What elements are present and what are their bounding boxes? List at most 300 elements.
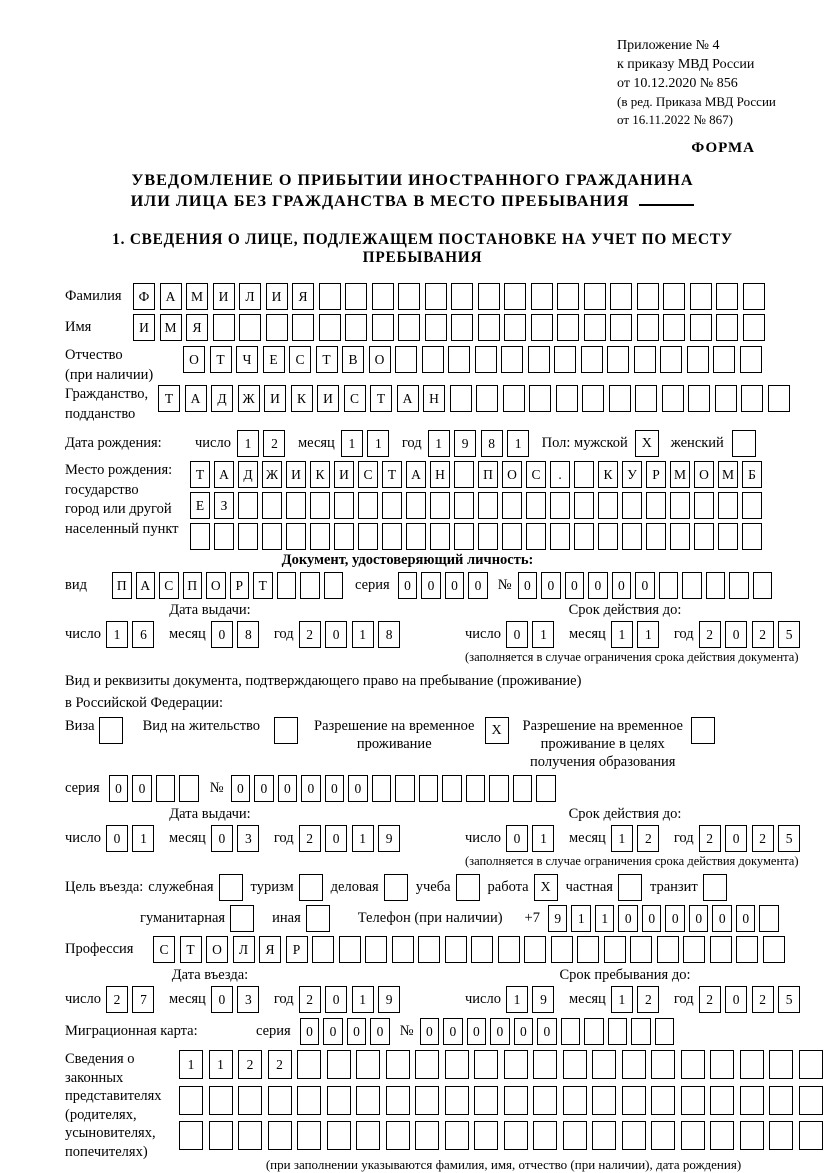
char-box[interactable]: О [206, 936, 228, 963]
char-box[interactable]: 2 [299, 825, 321, 852]
char-box[interactable] [550, 492, 570, 519]
char-box[interactable] [327, 1050, 351, 1079]
char-box[interactable] [478, 283, 500, 310]
char-box[interactable] [471, 936, 493, 963]
char-box[interactable] [713, 346, 735, 373]
char-box[interactable] [631, 1018, 651, 1045]
char-box[interactable] [687, 346, 709, 373]
char-box[interactable] [574, 492, 594, 519]
char-box[interactable]: С [344, 385, 366, 412]
char-box[interactable] [740, 1050, 764, 1079]
char-box[interactable]: 0 [565, 572, 585, 599]
char-box[interactable] [356, 1086, 380, 1115]
char-box[interactable] [635, 385, 657, 412]
char-box[interactable] [694, 492, 714, 519]
char-box[interactable] [557, 283, 579, 310]
char-box[interactable]: 9 [378, 825, 400, 852]
char-box[interactable] [563, 1121, 587, 1150]
char-box[interactable]: 2 [699, 621, 721, 648]
char-box[interactable] [179, 1086, 203, 1115]
char-box[interactable]: 5 [778, 621, 800, 648]
char-box[interactable] [213, 314, 235, 341]
char-box[interactable] [637, 314, 659, 341]
char-box[interactable]: 9 [532, 986, 554, 1013]
char-box[interactable] [533, 1050, 557, 1079]
char-box[interactable]: Ч [236, 346, 258, 373]
char-box[interactable]: 2 [637, 986, 659, 1013]
char-box[interactable]: 1 [506, 986, 528, 1013]
char-box[interactable] [395, 775, 415, 802]
char-box[interactable] [716, 283, 738, 310]
char-box[interactable] [681, 1086, 705, 1115]
char-box[interactable] [478, 314, 500, 341]
char-box[interactable] [753, 572, 773, 599]
char-box[interactable] [445, 936, 467, 963]
char-box[interactable]: Б [742, 461, 762, 488]
char-box[interactable]: С [159, 572, 179, 599]
char-box[interactable] [651, 1086, 675, 1115]
char-box[interactable] [608, 1018, 628, 1045]
char-box[interactable]: 1 [367, 430, 389, 457]
char-box[interactable] [406, 523, 426, 550]
char-box[interactable] [266, 314, 288, 341]
char-box[interactable] [742, 492, 762, 519]
char-box[interactable]: 0 [420, 1018, 440, 1045]
char-box[interactable] [310, 492, 330, 519]
char-box[interactable]: Я [259, 936, 281, 963]
char-box[interactable] [209, 1086, 233, 1115]
char-box[interactable]: А [136, 572, 156, 599]
char-box[interactable] [710, 1121, 734, 1150]
char-box[interactable]: А [406, 461, 426, 488]
char-box[interactable] [474, 1050, 498, 1079]
char-box[interactable] [504, 1121, 528, 1150]
char-box[interactable] [268, 1121, 292, 1150]
char-box[interactable]: 1 [611, 621, 633, 648]
char-box[interactable]: 2 [263, 430, 285, 457]
char-box[interactable] [663, 283, 685, 310]
purpose-checkbox-commercial[interactable] [384, 874, 408, 901]
char-box[interactable]: 3 [237, 825, 259, 852]
char-box[interactable] [513, 775, 533, 802]
char-box[interactable] [415, 1050, 439, 1079]
char-box[interactable] [768, 385, 790, 412]
char-box[interactable]: 0 [725, 621, 747, 648]
char-box[interactable]: 9 [548, 905, 568, 932]
char-box[interactable]: 1 [611, 825, 633, 852]
char-box[interactable] [610, 314, 632, 341]
temp-permit-checkbox[interactable]: X [485, 717, 509, 744]
char-box[interactable]: О [502, 461, 522, 488]
char-box[interactable]: 1 [352, 825, 374, 852]
char-box[interactable]: 2 [752, 621, 774, 648]
char-box[interactable]: М [718, 461, 738, 488]
char-box[interactable] [646, 492, 666, 519]
char-box[interactable] [334, 492, 354, 519]
char-box[interactable]: О [369, 346, 391, 373]
char-box[interactable]: Е [190, 492, 210, 519]
char-box[interactable]: С [358, 461, 378, 488]
char-box[interactable] [799, 1050, 823, 1079]
char-box[interactable] [327, 1086, 351, 1115]
char-box[interactable]: 8 [378, 621, 400, 648]
char-box[interactable] [395, 346, 417, 373]
char-box[interactable] [372, 775, 392, 802]
char-box[interactable] [386, 1121, 410, 1150]
char-box[interactable]: 1 [637, 621, 659, 648]
char-box[interactable]: 1 [209, 1050, 233, 1079]
char-box[interactable] [655, 1018, 675, 1045]
char-box[interactable]: П [478, 461, 498, 488]
char-box[interactable]: 1 [132, 825, 154, 852]
char-box[interactable]: Т [316, 346, 338, 373]
char-box[interactable]: И [317, 385, 339, 412]
char-box[interactable]: 0 [347, 1018, 367, 1045]
char-box[interactable] [475, 346, 497, 373]
char-box[interactable]: 0 [443, 1018, 463, 1045]
char-box[interactable]: 2 [699, 986, 721, 1013]
char-box[interactable]: 2 [752, 825, 774, 852]
char-box[interactable]: Ж [262, 461, 282, 488]
char-box[interactable] [474, 1121, 498, 1150]
char-box[interactable] [690, 314, 712, 341]
char-box[interactable] [372, 314, 394, 341]
char-box[interactable] [740, 1121, 764, 1150]
char-box[interactable] [478, 492, 498, 519]
char-box[interactable]: 0 [211, 621, 233, 648]
char-box[interactable]: Д [238, 461, 258, 488]
char-box[interactable] [662, 385, 684, 412]
gender-male-checkbox[interactable]: X [635, 430, 659, 457]
char-box[interactable]: К [291, 385, 313, 412]
char-box[interactable]: 0 [325, 986, 347, 1013]
char-box[interactable] [584, 283, 606, 310]
char-box[interactable] [592, 1086, 616, 1115]
char-box[interactable]: 0 [725, 986, 747, 1013]
char-box[interactable]: 7 [132, 986, 154, 1013]
char-box[interactable]: О [206, 572, 226, 599]
char-box[interactable]: У [622, 461, 642, 488]
char-box[interactable] [345, 283, 367, 310]
char-box[interactable]: Т [370, 385, 392, 412]
purpose-checkbox-tourism[interactable] [299, 874, 323, 901]
char-box[interactable] [528, 346, 550, 373]
char-box[interactable] [209, 1121, 233, 1150]
purpose-checkbox-private[interactable] [618, 874, 642, 901]
char-box[interactable]: Л [233, 936, 255, 963]
char-box[interactable]: 2 [238, 1050, 262, 1079]
char-box[interactable] [799, 1121, 823, 1150]
char-box[interactable] [445, 1121, 469, 1150]
char-box[interactable]: 0 [254, 775, 274, 802]
char-box[interactable]: 8 [481, 430, 503, 457]
char-box[interactable] [372, 283, 394, 310]
char-box[interactable]: 0 [325, 775, 345, 802]
char-box[interactable] [445, 1050, 469, 1079]
char-box[interactable] [358, 492, 378, 519]
char-box[interactable]: Т [382, 461, 402, 488]
char-box[interactable] [563, 1050, 587, 1079]
char-box[interactable] [694, 523, 714, 550]
char-box[interactable]: 0 [301, 775, 321, 802]
char-box[interactable] [670, 523, 690, 550]
char-box[interactable] [604, 936, 626, 963]
char-box[interactable]: И [264, 385, 286, 412]
char-box[interactable]: 0 [211, 986, 233, 1013]
char-box[interactable] [582, 385, 604, 412]
char-box[interactable] [382, 492, 402, 519]
char-box[interactable]: 0 [588, 572, 608, 599]
char-box[interactable] [319, 283, 341, 310]
char-box[interactable] [504, 283, 526, 310]
char-box[interactable]: 0 [712, 905, 732, 932]
char-box[interactable] [660, 346, 682, 373]
residence-permit-checkbox[interactable] [274, 717, 298, 744]
char-box[interactable] [718, 523, 738, 550]
char-box[interactable]: М [160, 314, 182, 341]
char-box[interactable]: Ж [238, 385, 260, 412]
char-box[interactable] [345, 314, 367, 341]
char-box[interactable]: 0 [642, 905, 662, 932]
char-box[interactable]: 1 [106, 621, 128, 648]
char-box[interactable] [533, 1086, 557, 1115]
char-box[interactable] [622, 1050, 646, 1079]
char-box[interactable] [238, 523, 258, 550]
char-box[interactable] [386, 1086, 410, 1115]
char-box[interactable] [598, 492, 618, 519]
char-box[interactable] [268, 1086, 292, 1115]
char-box[interactable] [581, 346, 603, 373]
char-box[interactable] [489, 775, 509, 802]
char-box[interactable] [179, 1121, 203, 1150]
char-box[interactable] [743, 314, 765, 341]
char-box[interactable]: 0 [348, 775, 368, 802]
char-box[interactable] [262, 492, 282, 519]
char-box[interactable] [451, 314, 473, 341]
char-box[interactable] [339, 936, 361, 963]
char-box[interactable] [422, 346, 444, 373]
char-box[interactable]: 0 [231, 775, 251, 802]
char-box[interactable]: 0 [506, 825, 528, 852]
char-box[interactable]: 1 [611, 986, 633, 1013]
char-box[interactable] [425, 314, 447, 341]
char-box[interactable] [277, 572, 297, 599]
char-box[interactable]: 0 [398, 572, 418, 599]
edu-permit-checkbox[interactable] [691, 717, 715, 744]
char-box[interactable] [356, 1050, 380, 1079]
char-box[interactable] [466, 775, 486, 802]
char-box[interactable]: Д [211, 385, 233, 412]
char-box[interactable]: 1 [341, 430, 363, 457]
char-box[interactable] [419, 775, 439, 802]
char-box[interactable]: И [334, 461, 354, 488]
char-box[interactable] [741, 385, 763, 412]
char-box[interactable]: Т [210, 346, 232, 373]
char-box[interactable]: В [342, 346, 364, 373]
char-box[interactable] [563, 1086, 587, 1115]
char-box[interactable] [592, 1050, 616, 1079]
char-box[interactable]: 0 [278, 775, 298, 802]
char-box[interactable] [622, 1121, 646, 1150]
char-box[interactable]: 0 [445, 572, 465, 599]
char-box[interactable] [556, 385, 578, 412]
char-box[interactable]: 1 [352, 986, 374, 1013]
char-box[interactable]: 2 [106, 986, 128, 1013]
char-box[interactable] [763, 936, 785, 963]
char-box[interactable]: 1 [179, 1050, 203, 1079]
char-box[interactable]: Т [190, 461, 210, 488]
char-box[interactable] [622, 492, 642, 519]
char-box[interactable] [584, 314, 606, 341]
char-box[interactable] [504, 314, 526, 341]
char-box[interactable] [297, 1050, 321, 1079]
char-box[interactable] [239, 314, 261, 341]
char-box[interactable] [297, 1121, 321, 1150]
char-box[interactable] [474, 1086, 498, 1115]
char-box[interactable] [715, 385, 737, 412]
purpose-checkbox-other[interactable] [306, 905, 330, 932]
char-box[interactable] [502, 523, 522, 550]
char-box[interactable]: Р [230, 572, 250, 599]
char-box[interactable] [526, 492, 546, 519]
char-box[interactable] [415, 1121, 439, 1150]
char-box[interactable] [382, 523, 402, 550]
char-box[interactable] [286, 523, 306, 550]
char-box[interactable]: 5 [778, 825, 800, 852]
char-box[interactable]: 2 [268, 1050, 292, 1079]
char-box[interactable] [690, 283, 712, 310]
char-box[interactable]: 0 [725, 825, 747, 852]
char-box[interactable] [454, 492, 474, 519]
char-box[interactable]: 1 [595, 905, 615, 932]
char-box[interactable]: Я [186, 314, 208, 341]
char-box[interactable] [454, 523, 474, 550]
char-box[interactable] [657, 936, 679, 963]
purpose-checkbox-business[interactable] [219, 874, 243, 901]
char-box[interactable] [769, 1086, 793, 1115]
char-box[interactable]: С [289, 346, 311, 373]
char-box[interactable]: Я [292, 283, 314, 310]
char-box[interactable] [529, 385, 551, 412]
char-box[interactable]: О [694, 461, 714, 488]
purpose-checkbox-work[interactable]: X [534, 874, 558, 901]
char-box[interactable] [334, 523, 354, 550]
char-box[interactable] [430, 523, 450, 550]
char-box[interactable] [561, 1018, 581, 1045]
char-box[interactable]: 0 [514, 1018, 534, 1045]
char-box[interactable] [634, 346, 656, 373]
char-box[interactable]: 3 [237, 986, 259, 1013]
char-box[interactable]: 0 [541, 572, 561, 599]
char-box[interactable] [622, 523, 642, 550]
char-box[interactable] [682, 572, 702, 599]
char-box[interactable] [478, 523, 498, 550]
char-box[interactable] [536, 775, 556, 802]
char-box[interactable]: М [670, 461, 690, 488]
char-box[interactable]: . [550, 461, 570, 488]
char-box[interactable]: 9 [454, 430, 476, 457]
char-box[interactable]: 0 [736, 905, 756, 932]
char-box[interactable]: 1 [507, 430, 529, 457]
char-box[interactable]: И [266, 283, 288, 310]
char-box[interactable] [415, 1086, 439, 1115]
char-box[interactable]: 0 [325, 621, 347, 648]
char-box[interactable] [729, 572, 749, 599]
char-box[interactable]: 0 [689, 905, 709, 932]
char-box[interactable] [533, 1121, 557, 1150]
char-box[interactable] [450, 385, 472, 412]
char-box[interactable]: 0 [300, 1018, 320, 1045]
char-box[interactable]: 0 [421, 572, 441, 599]
char-box[interactable]: 2 [299, 986, 321, 1013]
char-box[interactable]: 1 [532, 621, 554, 648]
char-box[interactable]: 1 [532, 825, 554, 852]
char-box[interactable] [670, 492, 690, 519]
char-box[interactable] [286, 492, 306, 519]
char-box[interactable]: О [183, 346, 205, 373]
char-box[interactable] [406, 492, 426, 519]
char-box[interactable] [445, 1086, 469, 1115]
purpose-checkbox-study[interactable] [456, 874, 480, 901]
purpose-checkbox-humanitarian[interactable] [230, 905, 254, 932]
char-box[interactable]: 0 [468, 572, 488, 599]
char-box[interactable]: 9 [378, 986, 400, 1013]
char-box[interactable] [531, 283, 553, 310]
char-box[interactable] [454, 461, 474, 488]
char-box[interactable] [681, 1121, 705, 1150]
char-box[interactable]: 0 [537, 1018, 557, 1045]
char-box[interactable]: Е [263, 346, 285, 373]
char-box[interactable]: 2 [637, 825, 659, 852]
char-box[interactable] [498, 936, 520, 963]
char-box[interactable]: 0 [211, 825, 233, 852]
char-box[interactable]: 0 [635, 572, 655, 599]
char-box[interactable] [358, 523, 378, 550]
char-box[interactable] [651, 1121, 675, 1150]
char-box[interactable] [425, 283, 447, 310]
char-box[interactable] [550, 523, 570, 550]
char-box[interactable]: 1 [352, 621, 374, 648]
char-box[interactable] [214, 523, 234, 550]
purpose-checkbox-transit[interactable] [703, 874, 727, 901]
char-box[interactable] [310, 523, 330, 550]
char-box[interactable]: К [310, 461, 330, 488]
char-box[interactable] [356, 1121, 380, 1150]
char-box[interactable]: А [160, 283, 182, 310]
char-box[interactable]: 0 [612, 572, 632, 599]
char-box[interactable]: Н [423, 385, 445, 412]
char-box[interactable]: П [183, 572, 203, 599]
char-box[interactable] [637, 283, 659, 310]
char-box[interactable]: 6 [132, 621, 154, 648]
char-box[interactable]: 0 [665, 905, 685, 932]
char-box[interactable] [710, 1050, 734, 1079]
char-box[interactable] [683, 936, 705, 963]
char-box[interactable]: Н [430, 461, 450, 488]
char-box[interactable] [476, 385, 498, 412]
char-box[interactable] [574, 523, 594, 550]
char-box[interactable] [398, 283, 420, 310]
char-box[interactable]: 0 [467, 1018, 487, 1045]
char-box[interactable]: 1 [428, 430, 450, 457]
char-box[interactable]: 2 [699, 825, 721, 852]
char-box[interactable] [451, 283, 473, 310]
char-box[interactable] [598, 523, 618, 550]
char-box[interactable]: Т [180, 936, 202, 963]
char-box[interactable]: 0 [106, 825, 128, 852]
char-box[interactable]: П [112, 572, 132, 599]
char-box[interactable]: 0 [325, 825, 347, 852]
